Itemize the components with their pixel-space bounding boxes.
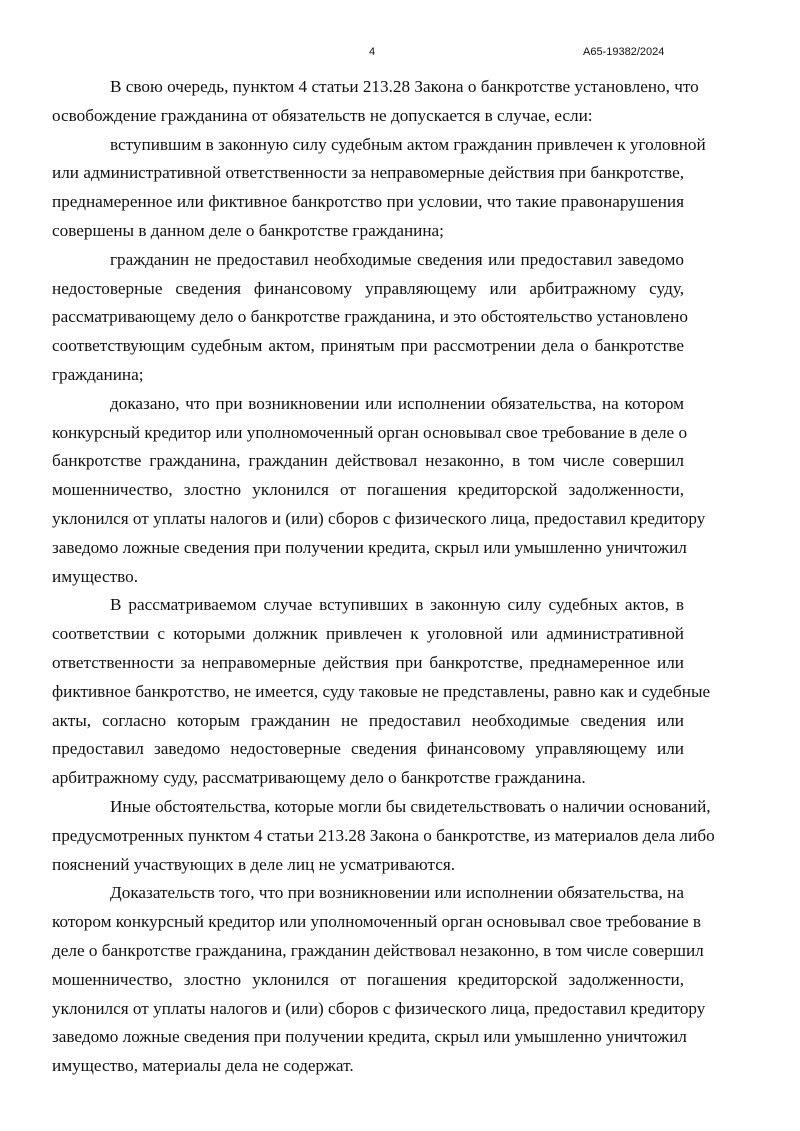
text-line: котором конкурсный кредитор или уполномоченный орган основывал свое требование в <box>52 912 702 932</box>
paragraph <box>0 246 800 390</box>
text-line: совершены в данном деле о банкротстве гражданина; <box>52 220 444 240</box>
text-line: доказано, что при возникновении или исполнении обязательства, на котором <box>110 393 684 413</box>
text-line: заведомо ложные сведения при получении кредита, скрыл или умышленно уничтожил <box>52 537 687 557</box>
text-line: заведомо ложные сведения при получении кредита, скрыл или умышленно уничтожил <box>52 1027 687 1047</box>
paragraph <box>0 793 800 879</box>
text-line: арбитражному суду, рассматривающему дело о банкротстве гражданина. <box>52 768 586 788</box>
text-line: предусмотренных пунктом 4 статьи 213.28 Закона о банкротстве, из материалов дела либо <box>52 825 715 845</box>
text-line: мошенничество, злостно уклонился от погашения кредиторской задолженности, <box>52 480 684 500</box>
text-line: Доказательств того, что при возникновении или исполнении обязательства, на <box>110 883 684 903</box>
text-line: пояснений участвующих в деле лиц не усматриваются. <box>52 854 456 874</box>
paragraph <box>0 879 800 1081</box>
text-line: мошенничество, злостно уклонился от погашения кредиторской задолженности, <box>52 969 684 989</box>
text-line: В свою очередь, пунктом 4 статьи 213.28 Закона о банкротстве установлено, что <box>110 77 699 96</box>
text-line: конкурсный кредитор или уполномоченный орган основывал свое требование в деле о <box>52 422 688 442</box>
text-line: гражданина; <box>52 364 144 384</box>
text-line: гражданин не предоставил необходимые сведения или предоставил заведомо <box>110 249 684 269</box>
text-line: банкротстве гражданина, гражданин действовал незаконно, в том числе совершил <box>52 451 684 471</box>
paragraph <box>0 73 800 131</box>
paragraph <box>0 131 800 246</box>
paragraph <box>0 390 800 592</box>
text-line: преднамеренное или фиктивное банкротство при условии, что такие правонарушения <box>52 192 684 212</box>
document-body <box>0 73 800 1081</box>
page-header <box>0 46 800 66</box>
case-number: А65-19382/2024 <box>583 46 665 58</box>
text-line: вступившим в законную силу судебным актом гражданин привлечен к уголовной <box>110 134 706 154</box>
text-line: соответствующим судебным актом, принятым при рассмотрении дела о банкротстве <box>52 336 684 356</box>
text-line: Иные обстоятельства, которые могли бы свидетельствовать о наличии оснований, <box>110 796 711 816</box>
text-line: имущество, материалы дела не содержат. <box>52 1056 354 1076</box>
page-number: 4 <box>369 46 376 58</box>
text-line: или административной ответственности за неправомерные действия при банкротстве, <box>52 163 684 183</box>
text-line: уклонился от уплаты налогов и (или) сборов с физического лица, предоставил кредитору <box>52 508 706 528</box>
text-line: ответственности за неправомерные действия при банкротстве, преднамеренное или <box>52 652 684 672</box>
text-line: деле о банкротстве гражданина, гражданин действовал незаконно, в том числе совершил <box>52 940 704 960</box>
text-line: фиктивное банкротство, не имеется, суду таковые не представлены, равно как и судебные <box>52 681 711 701</box>
text-line: В рассматриваемом случае вступивших в законную силу судебных актов, в <box>110 595 684 615</box>
text-line: освобождение гражданина от обязательств не допускается в случае, если: <box>52 105 593 125</box>
text-line: рассматривающему дело о банкротстве гражданина, и это обстоятельство установлено <box>52 307 688 327</box>
text-line: имущество. <box>52 566 138 586</box>
text-line: недостоверные сведения финансовому управляющему или арбитражному суду, <box>52 278 684 298</box>
text-line: соответствии с которыми должник привлечен к уголовной или административной <box>52 624 684 644</box>
text-line: акты, согласно которым гражданин не предоставил необходимые сведения или <box>52 710 684 730</box>
paragraph <box>0 591 800 793</box>
text-line: предоставил заведомо недостоверные сведения финансовому управляющему или <box>52 739 684 759</box>
text-line: уклонился от уплаты налогов и (или) сборов с физического лица, предоставил кредитору <box>52 998 706 1018</box>
